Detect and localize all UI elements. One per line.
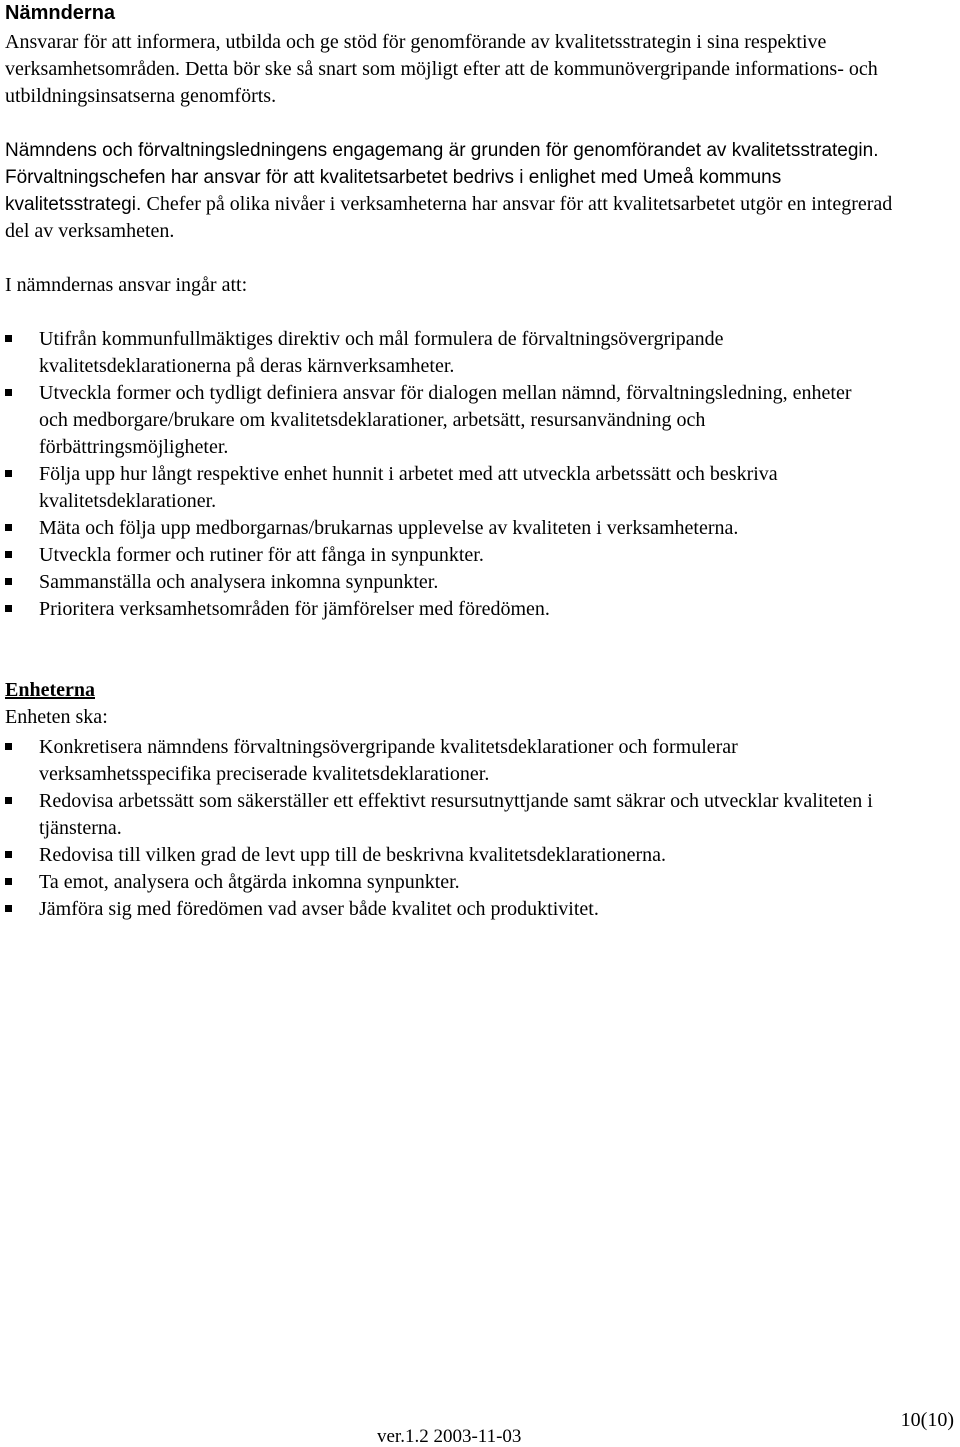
square-bullet-icon — [5, 551, 12, 558]
list-item-text: Utveckla former och tydligt definiera ansvar för dialogen mellan nämnd, förvaltningsledning, enheter och medborgare/brukare om kvalitetsdeklarationer, arbetsätt, resursanvändning och förbättringsmöjligheter. — [39, 382, 852, 458]
list-item — [5, 569, 885, 596]
square-bullet-icon — [5, 797, 12, 804]
namnderna-paragraph-sans: Nämndens och förvaltningsledningens engagemang är grunden för genomförandet av kvalitetsstrategin. Förvaltningschefen har ansvar för att kvalitetsarbetet bedrivs i enlighet med Umeå kommuns kvalitetsstrategi. — [5, 140, 879, 215]
list-item — [5, 842, 885, 869]
square-bullet-icon — [5, 389, 12, 396]
list-item-text: Sammanställa och analysera inkomna synpunkter. — [39, 571, 439, 593]
list-item-text: Mäta och följa upp medborgarnas/brukarnas upplevelse av kvaliteten i verksamheterna. — [39, 517, 739, 539]
list-item — [5, 596, 885, 623]
list-item — [5, 869, 885, 896]
list-item-text: Ta emot, analysera och åtgärda inkomna synpunkter. — [39, 871, 460, 893]
square-bullet-icon — [5, 524, 12, 531]
square-bullet-icon — [5, 578, 12, 585]
list-item-text: Utifrån kommunfullmäktiges direktiv och mål formulera de förvaltningsövergripande kvalitetsdeklarationerna på deras kärnverksamheter. — [39, 328, 724, 377]
list-item — [5, 734, 885, 788]
document-page — [5, 0, 955, 923]
enheterna-list-intro: Enheten ska: — [5, 706, 108, 728]
list-item-text: Redovisa arbetssätt som säkerställer ett effektivt resursutnyttjande samt säkrar och utvecklar kvaliteten i tjänsterna. — [39, 790, 873, 839]
list-item — [5, 326, 885, 380]
square-bullet-icon — [5, 470, 12, 477]
list-item-text: Jämföra sig med föredömen vad avser både kvalitet och produktivitet. — [39, 898, 599, 920]
square-bullet-icon — [5, 851, 12, 858]
square-bullet-icon — [5, 605, 12, 612]
list-item-text: Redovisa till vilken grad de levt upp till de beskrivna kvalitetsdeklarationerna. — [39, 844, 667, 866]
square-bullet-icon — [5, 878, 12, 885]
list-item-text: Prioritera verksamhetsområden för jämförelser med föredömen. — [39, 598, 550, 620]
page-number: 10(10) — [900, 1409, 954, 1431]
list-item-text: Utveckla former och rutiner för att fånga in synpunkter. — [39, 544, 484, 566]
list-item — [5, 380, 885, 461]
version-label: ver.1.2 2003-11-03 — [377, 1426, 522, 1447]
square-bullet-icon — [5, 905, 12, 912]
namnderna-intro: Ansvarar för att informera, utbilda och ge stöd för genomförande av kvalitetsstrategin i sina respektive verksamhetsområden. Detta bör ske så snart som möjligt efter att de kommunövergripande informations- och utbildningsinsatserna genomförts. — [5, 31, 878, 107]
list-item — [5, 542, 885, 569]
list-item — [5, 896, 885, 923]
namnderna-paragraph — [5, 137, 910, 245]
enheterna-list — [5, 734, 885, 923]
list-item-text: Följa upp hur långt respektive enhet hunnit i arbetet med att utveckla arbetssätt och beskriva kvalitetsdeklarationer. — [39, 463, 778, 512]
section-title-namnderna: Nämnderna — [5, 2, 116, 24]
list-item — [5, 788, 885, 842]
namnderna-list-intro: I nämndernas ansvar ingår att: — [5, 274, 248, 296]
square-bullet-icon — [5, 743, 12, 750]
namnderna-list — [5, 326, 885, 623]
list-item-text: Konkretisera nämndens förvaltningsövergripande kvalitetsdeklarationer och formulerar verksamhetsspecifika preciserade kvalitetsdeklarationer. — [39, 736, 738, 785]
square-bullet-icon — [5, 335, 12, 342]
list-item — [5, 461, 885, 515]
list-item — [5, 515, 885, 542]
namnderna-paragraph-serif: Chefer på olika nivåer i verksamheterna har ansvar för att kvalitetsarbetet utgör en integrerad del av verksamheten. — [5, 193, 893, 242]
section-title-enheterna: Enheterna — [5, 679, 95, 701]
